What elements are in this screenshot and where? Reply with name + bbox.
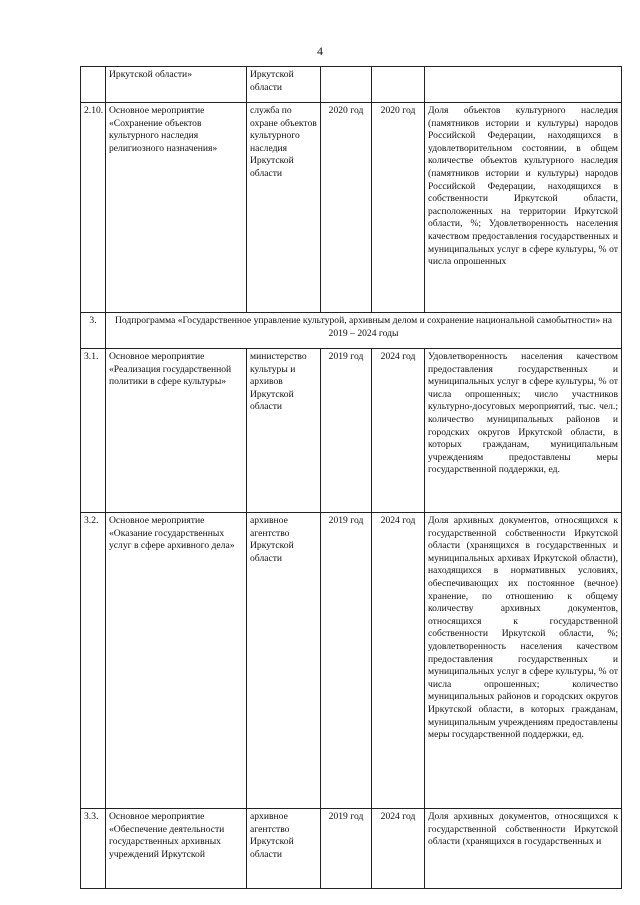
table-row [81, 103, 622, 313]
event-name: Основное мероприятие «Обеспечение деятельности государственных архивных учреждений Иркутской [106, 809, 247, 889]
executor: архивное агентство Иркутской области [247, 809, 321, 889]
start-year: 2019 год [321, 349, 372, 513]
table-row [81, 349, 622, 513]
executor: Иркутской области [247, 67, 321, 103]
end-year: 2024 год [372, 809, 425, 889]
table-row [81, 809, 622, 889]
event-name: Основное мероприятие «Реализация государственной политики в сфере культуры» [106, 349, 247, 513]
executor: министерство культуры и архивов Иркутской области [247, 349, 321, 513]
program-table [80, 66, 622, 889]
row-number: 3.2. [81, 513, 106, 809]
event-name: Основное мероприятие «Оказание государственных услуг в сфере архивного дела» [106, 513, 247, 809]
end-year: 2024 год [372, 513, 425, 809]
start-year: 2020 год [321, 103, 372, 313]
row-number [81, 67, 106, 103]
subprogram-title: Подпрограмма «Государственное управление культурой, архивным делом и сохранение национальной самобытности» на 2019 – 2024 годы [106, 313, 622, 349]
subprogram-row [81, 313, 622, 349]
event-name: Иркутской области» [106, 67, 247, 103]
row-number: 2.10. [81, 103, 106, 313]
end-year: 2024 год [372, 349, 425, 513]
start-year: 2019 год [321, 513, 372, 809]
subprogram-number: 3. [81, 313, 106, 349]
end-year: 2020 год [372, 103, 425, 313]
executor: архивное агентство Иркутской области [247, 513, 321, 809]
start-year: 2019 год [321, 809, 372, 889]
table-row [81, 67, 622, 103]
table-row [81, 513, 622, 809]
start-year [321, 67, 372, 103]
indicators: Доля объектов культурного наследия (памятников истории и культуры) народов Российской Федерации, находящихся в удовлетворительном состоянии, в общем количестве объектов культурного наследия (памятников истории и культуры) народов Российской Федерации, находящихся в собственности Иркутской области, расположенных на территории Иркутской области, %; Удовлетворенность населения качеством предоставления государственных и муниципальных услуг в сфере культуры, % от числа опрошенных [425, 103, 622, 313]
executor: служба по охране объектов культурного наследия Иркутской области [247, 103, 321, 313]
event-name: Основное мероприятие «Сохранение объектов культурного наследия религиозного назначения» [106, 103, 247, 313]
indicators: Удовлетворенность населения качеством предоставления государственных и муниципальных услуг в сфере культуры, % от числа опрошенных; число участников культурно-досуговых мероприятий, тыс. чел.; количество муниципальных районов и городских округов Иркутской области, в которых гражданам, муниципальным учреждениям предоставлены меры государственной поддержки, ед. [425, 349, 622, 513]
end-year [372, 67, 425, 103]
page-number: 4 [317, 44, 323, 58]
indicators: Доля архивных документов, относящихся к государственной собственности Иркутской области (хранящихся в государственных и [425, 809, 622, 889]
indicators [425, 67, 622, 103]
indicators: Доля архивных документов, относящихся к государственной собственности Иркутской области (хранящихся в государственных и муниципальных архивах Иркутской области), находящихся в нормативных условиях, обеспечивающих их постоянное (вечное) хранение, по отношению к общему количеству архивных документов, относящихся к государственной собственности Иркутской области, %; удовлетворенность населения качеством предоставления государственных и муниципальных услуг в сфере культуры, % от числа опрошенных; количество муниципальных районов и городских округов Иркутской области, в которых гражданам, муниципальным учреждениям предоставлены меры государственной поддержки, ед. [425, 513, 622, 809]
row-number: 3.3. [81, 809, 106, 889]
row-number: 3.1. [81, 349, 106, 513]
